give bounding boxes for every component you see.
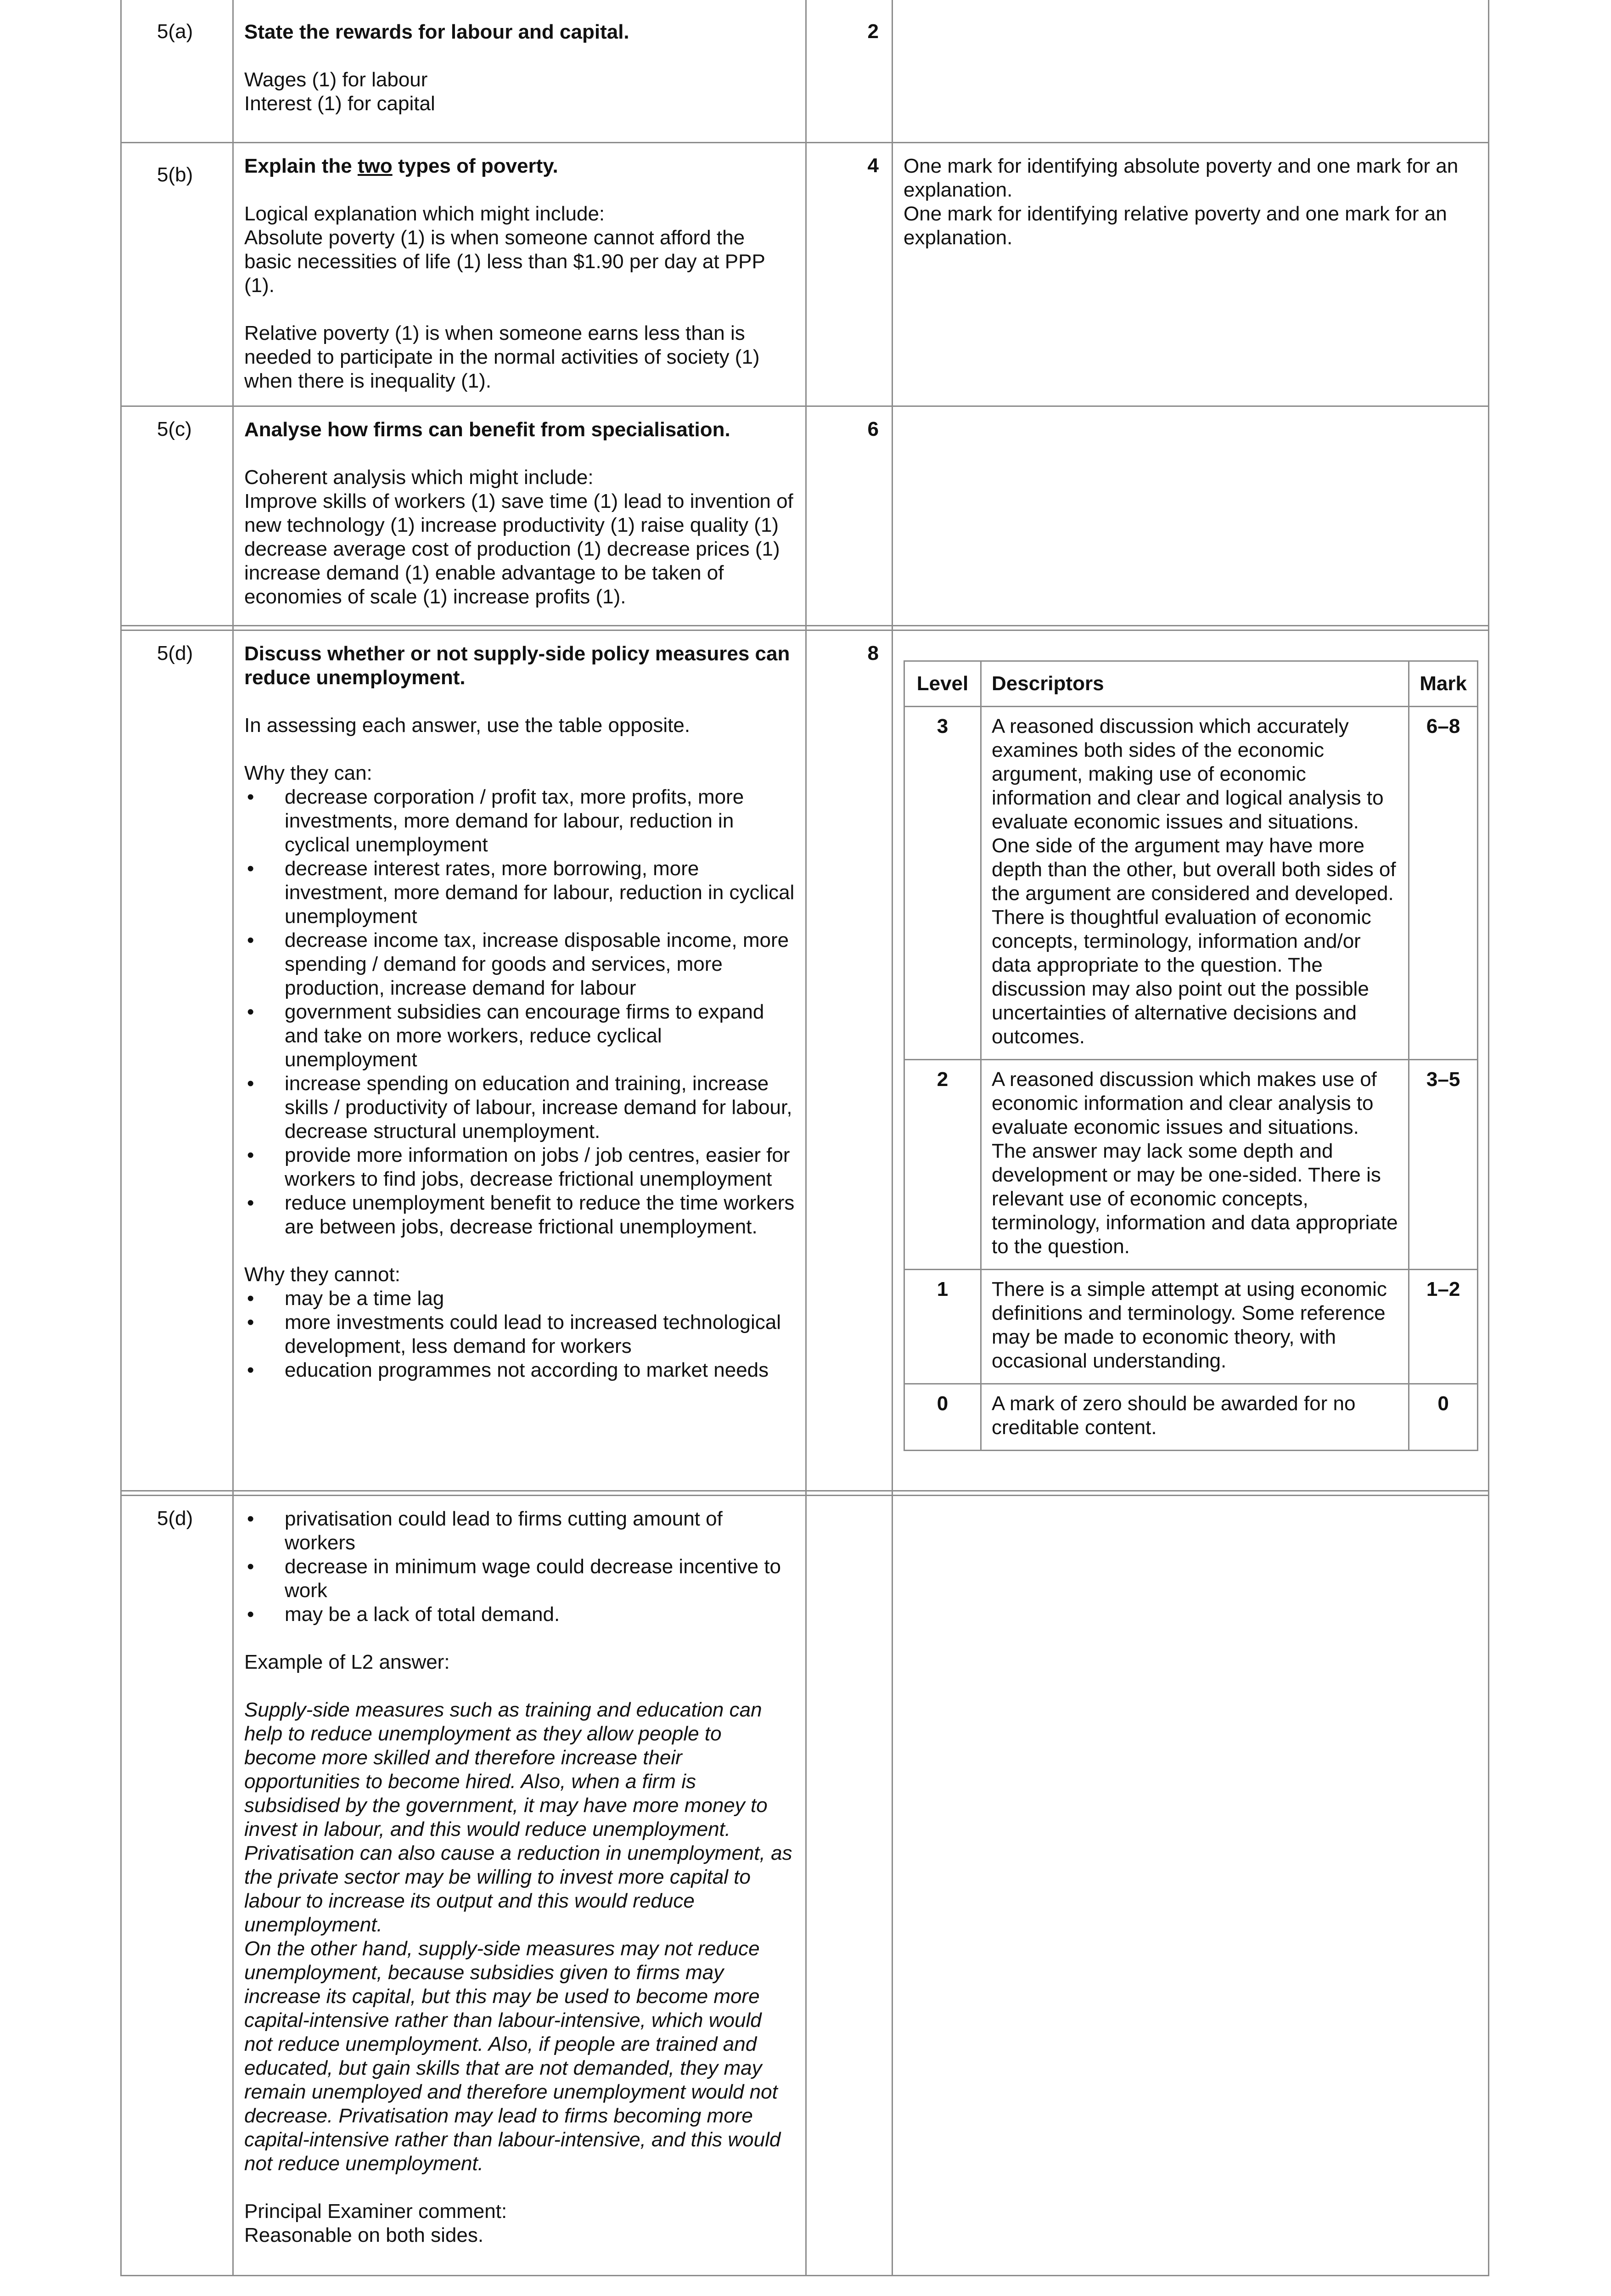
list-item: • more investments could lead to increased technological development, less demand for workers [244, 1311, 795, 1358]
descriptor-text: There is a simple attempt at using economic definitions and terminology. Some reference may be made to economic theory, with occasional understanding. [981, 1270, 1409, 1384]
examiner-comment: Reasonable on both sides. [244, 2224, 484, 2246]
answer-cell [244, 154, 795, 393]
marks-value: 8 [867, 642, 879, 664]
row-5d-continued [120, 1496, 1489, 2276]
guidance-cell [904, 154, 1477, 250]
descriptor-text: A reasoned discussion which accurately examines both sides of the economic argument, making use of economic information and clear and logical analysis to evaluate economic issues and situations. One side of the argument may have more depth than the other, but overall both sides of the argument are considered and developed. There is thoughtful evaluation of economic concepts, terminology, information and/or data appropriate to the question. The discussion may also point out the possible uncertainties of alternative decisions and outcomes. [981, 707, 1409, 1060]
row-5d [120, 631, 1489, 1491]
question-text: State the rewards for labour and capital. [244, 21, 629, 43]
level-value: 1 [904, 1270, 981, 1384]
descriptor-text: A mark of zero should be awarded for no creditable content. [981, 1384, 1409, 1451]
marks-value: 6 [867, 418, 879, 440]
column-header-mark: Mark [1409, 661, 1478, 707]
why-cannot-list-continued [244, 1507, 795, 1626]
list-item: • provide more information on jobs / job centres, easier for workers to find jobs, decrease frictional unemployment [244, 1143, 795, 1191]
answer-intro: Logical explanation which might include: [244, 203, 605, 225]
column-header-descriptors: Descriptors [981, 661, 1409, 707]
question-number: 5(d) [157, 1507, 193, 1530]
table-row [904, 1270, 1478, 1384]
mark-scheme-grid [120, 0, 1489, 2276]
list-item: • decrease corporation / profit tax, more profits, more investments, more demand for labour, reduction in cyclical unemployment [244, 785, 795, 857]
answer-line: Interest (1) for capital [244, 92, 435, 115]
example-heading: Example of L2 answer: [244, 1651, 450, 1673]
table-row [904, 1384, 1478, 1451]
mark-range: 6–8 [1409, 707, 1478, 1060]
answer-cell [244, 1507, 795, 2247]
list-item: • government subsidies can encourage firms to expand and take on more workers, reduce cyclical unemployment [244, 1000, 795, 1072]
question-text: Discuss whether or not supply-side policy measures can reduce unemployment. [244, 642, 790, 689]
question-text: Analyse how firms can benefit from specialisation. [244, 418, 730, 441]
row-separator [120, 1491, 1489, 1496]
mark-range: 3–5 [1409, 1060, 1478, 1270]
answer-line: Wages (1) for labour [244, 68, 428, 91]
question-number: 5(a) [157, 20, 193, 43]
column-header-level: Level [904, 661, 981, 707]
question-number: 5(d) [157, 642, 193, 664]
list-heading: Why they cannot: [244, 1263, 400, 1286]
why-can-list [244, 785, 795, 1239]
answer-cell [244, 418, 795, 609]
why-cannot-list [244, 1287, 795, 1382]
example-answer: On the other hand, supply-side measures may not reduce unemployment, because subsidies given to firms may increase its capital, but this may be used to become more capital-intensive rather than labour-intensive, which would not reduce unemployment. Also, if people are trained and educated, but gain skills that are not demanded, they may remain unemployed and therefore unemployment would not decrease. Privatisation may lead to firms becoming more capital-intensive rather than labour-intensive, and this would not reduce unemployment. [244, 1937, 781, 2175]
row-5a [120, 0, 1489, 143]
examiner-comment-heading: Principal Examiner comment: [244, 2200, 507, 2223]
answer-cell [244, 642, 795, 1382]
list-item: • education programmes not according to market needs [244, 1358, 795, 1382]
answer-intro: Coherent analysis which might include: [244, 466, 594, 489]
answer-paragraph: Improve skills of workers (1) save time (1) lead to invention of new technology (1) increase productivity (1) raise quality (1) decrease average cost of production (1) decrease prices (1) increase demand (1) enable advantage to be taken of economies of scale (1) increase profits (1). [244, 490, 793, 608]
guidance-line: One mark for identifying relative poverty and one mark for an explanation. [904, 203, 1447, 249]
question-number: 5(c) [157, 418, 192, 440]
marks-value: 2 [867, 20, 879, 43]
example-answer: Supply-side measures such as training and education can help to reduce unemployment as they allow people to become more skilled and therefore increase their opportunities to become hired. Also, when a firm is subsidised by the government, it may have more money to invest in labour, and this would reduce unemployment. Privatisation can also cause a reduction in unemployment, as the private sector may be willing to invest more capital to labour to increase its output and this would reduce unemployment. [244, 1699, 792, 1936]
level-descriptor-table [904, 660, 1478, 1451]
list-heading: Why they can: [244, 762, 372, 784]
table-row [904, 1060, 1478, 1270]
assessment-note: In assessing each answer, use the table opposite. [244, 714, 690, 737]
question-text: Explain the two types of poverty. [244, 155, 558, 177]
table-row [904, 707, 1478, 1060]
table-header-row [904, 661, 1478, 707]
row-5b [120, 143, 1489, 407]
level-value: 0 [904, 1384, 981, 1451]
mark-range: 1–2 [1409, 1270, 1478, 1384]
list-item: • decrease interest rates, more borrowing, more investment, more demand for labour, reduction in cyclical unemployment [244, 857, 795, 929]
list-item: • decrease in minimum wage could decrease incentive to work [244, 1555, 795, 1603]
question-number: 5(b) [157, 163, 193, 186]
list-item: • increase spending on education and training, increase skills / productivity of labour, increase demand for labour, decrease structural unemployment. [244, 1072, 795, 1143]
list-item: • decrease income tax, increase disposable income, more spending / demand for goods and services, more production, increase demand for labour [244, 929, 795, 1000]
marks-value: 4 [867, 154, 879, 177]
answer-paragraph: Absolute poverty (1) is when someone cannot afford the basic necessities of life (1) less than $1.90 per day at PPP (1). [244, 226, 765, 297]
level-value: 2 [904, 1060, 981, 1270]
descriptor-text: A reasoned discussion which makes use of economic information and clear analysis to evaluate economic issues and situations. The answer may lack some depth and development or may be one-sided. There is relevant use of economic concepts, terminology, information and data appropriate to the question. [981, 1060, 1409, 1270]
row-5c [120, 407, 1489, 626]
list-item: • reduce unemployment benefit to reduce the time workers are between jobs, decrease frictional unemployment. [244, 1191, 795, 1239]
level-value: 3 [904, 707, 981, 1060]
list-item: • privatisation could lead to firms cutting amount of workers [244, 1507, 795, 1555]
list-item: • may be a lack of total demand. [244, 1603, 795, 1626]
row-separator [120, 626, 1489, 631]
answer-paragraph: Relative poverty (1) is when someone earns less than is needed to participate in the normal activities of society (1) when there is inequality (1). [244, 322, 760, 392]
list-item: • may be a time lag [244, 1287, 795, 1311]
mark-range: 0 [1409, 1384, 1478, 1451]
answer-cell [244, 20, 795, 116]
guidance-line: One mark for identifying absolute poverty and one mark for an explanation. [904, 155, 1459, 201]
